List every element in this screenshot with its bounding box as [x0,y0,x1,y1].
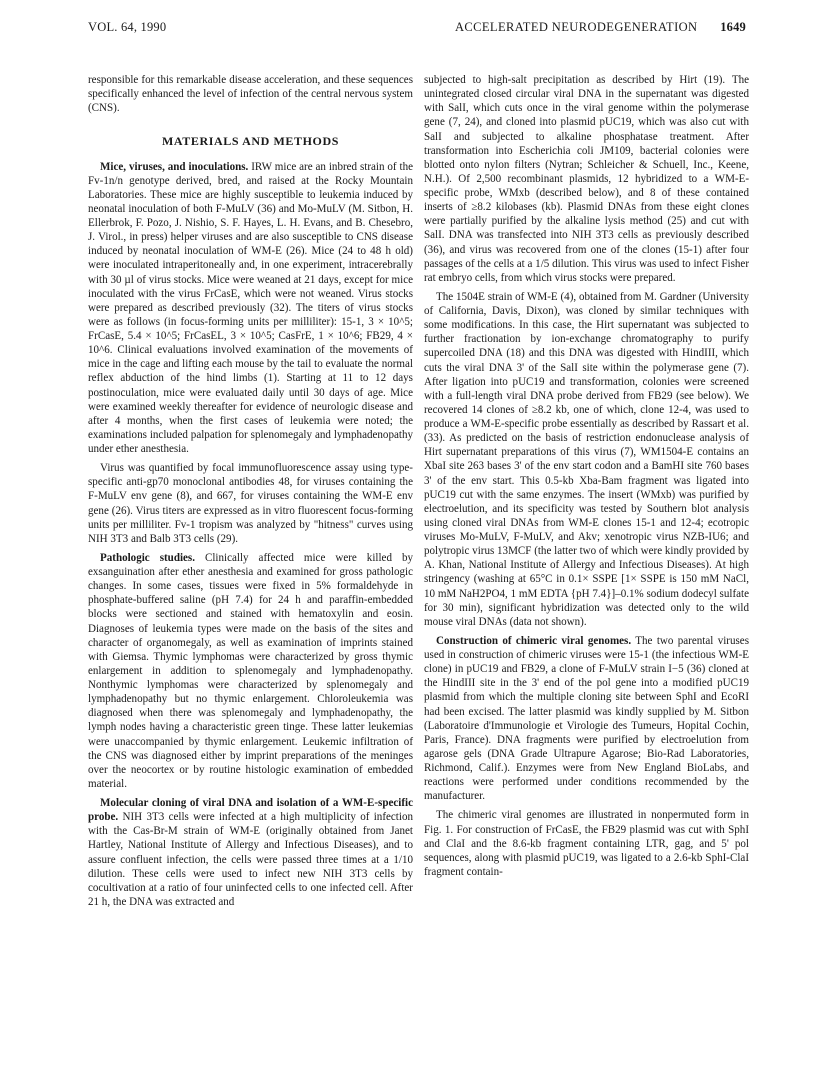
chimeric-illustrated-paragraph: The chimeric viral genomes are illustrated in nonpermuted form in Fig. 1. For construction of FrCasE, the FB29 plasmid was cut with SphI and ClaI and the 8.6-kb fragment containing LTR, gag, and 5' pol sequences, along with plasmid pUC19, was ligated to a 2.6-kb SphI-ClaI fragment contain- [424,809,749,878]
cloning-text: NIH 3T3 cells were infected at a high multiplicity of infection with the Cas-Br-M strain of WM-E (originally obtained from Janet Hartley, National Institute of Allergy and Infectious Diseases), and to assure confluent infection, the cells were passed three times at a 1/10 dilution. These cells were used to infect new NIH 3T3 cells by cocultivation at a ratio of four uninfected cells to one infected cell. After 21 h, the DNA was extracted and [88,811,413,908]
cloning-paragraph [88,796,413,909]
strain-1504-paragraph: The 1504E strain of WM-E (4), obtained from M. Gardner (University of California, Davis, Dixon), was cloned by similar techniques with some modifications. In this case, the Hirt supernatant was subjected to further fractionation by ion-exchange chromatography to purify supercoiled DNA (18) and this DNA was digested with HindIII, which cuts the viral DNA 3' of the SalI site within the polymerase gene (7). After ligation into pUC19 and transformation, colonies were screened with a full-length viral DNA probe derived from FB29 (see below). We recovered 14 clones of ≥8.2 kb, one of which, clone 12-4, was used to produce a WM-E-specific probe essentially as described by Rassart et al. (33). As predicted on the basis of restriction endonuclease analysis of Hirt supernatant preparations of this virus (7), WM1504-E contains an XbaI site 263 bases 3' of the env start codon and a BamHI site 760 bases 3' of the env start. This 0.5-kb Xba-Bam fragment was ligated into pUC19 cut with the same enzymes. The insert (WMxb) was purified by electroelution, and its specificity was tested by Southern blot analysis using cloned viral DNAs from WM-E clones 15-1 and 12-4; ecotropic viruses Mo-MuLV, F-MuLV, and Akv; xenotropic virus NZB-IU6; and polytropic virus 13MCF (the latter two of which were kindly provided by A. Khan, National Institute of Allergy and Infectious Diseases). At high stringency (washing at 65°C in 0.1× SSPE [1× SSPE is 150 mM NaCl, 10 mM NaH2PO4, 1 mM EDTA {pH 7.4}]–0.1% sodium dodecyl sulfate for 30 min), significant hybridization was detected only to the wild mouse viral DNAs (data not shown). [424,290,749,628]
page-number: 1649 [720,20,746,34]
left-column [88,73,413,909]
mice-paragraph [88,160,413,457]
mice-text: IRW mice are an inbred strain of the Fv-1n/n genotype derived, bred, and raised at the Rocky Mountain Laboratories. These mice are highly susceptible to leukemia induced by neonatal inoculation of both F-MuLV (36) and Mo-MuLV (M. Sitbon, H. Ellerbrok, F. Pozo, J. Nishio, S. F. Hayes, L. H. Evans, and B. Chesebro, J. Virol., in press) helper viruses and are also susceptible to CNS disease induced by neonatal inoculation of WM-E (26). Mice (24 to 48 h old) were inoculated intraperitoneally and, in one experiment, intracerebrally with 30 µl of virus stocks. Mice were weaned at 21 days, except for mice inoculated with the virus FrCasE, which were not weaned. Virus stocks were prepared as described previously (32). The titers of virus stocks were as follows (in focus-forming units per milliliter): 15-1, 3 × 10^5; FrCasE, 5.4 × 10^5; FrCasEL, 3 × 10^5; CasFrE, 1 × 10^6; FB29, 4 × 10^6. Clinical evaluations involved examination of the movements of mice in the cage and lifting each mouse by the tail to evaluate the normal reflex abduction of the hind limbs (1). Starting at 11 to 12 days postinoculation, mice were evaluated daily until 30 days of age. Mice were examined weekly thereafter for evidence of neurologic disease and after 4 months, when the first cases of leukemia were noted; the examinations included palpation for splenomegaly and lymphadenopathy under ether anesthesia. [88,160,413,455]
cloning-continuation: subjected to high-salt precipitation as described by Hirt (19). The unintegrated closed circular viral DNA in the supernatant was digested with SalI, which cuts once in the viral genome within the polymerase gene (7, 24), and cloned into plasmid pUC19, which was also cut with SalI and subjected to alkaline phosphatase treatment. After transformation into Escherichia coli JM109, bacterial colonies were blotted onto nylon filters (Nytran; Schleicher & Schuell, Inc., Keene, N.H.). Of 2,500 recombinant plasmids, 12 hybridized to a WM-E-specific probe, WMxb (described below), and 8 of these contained inserts of ≥8.2 kilobases (kb). Plasmid DNAs from these eight clones were partially purified by the alkaline lysis method (25) and cut with SalI. DNA was transfected into NIH 3T3 cells as previously described (36), and virus was recovered from one of the clones (15-1) after four passages of the cells at a 1/5 dilution. This virus was used to infect Fisher rat embryo cells, from which virus stocks were prepared. [424,74,749,284]
virus-quant-paragraph: Virus was quantified by focal immunofluorescence assay using type-specific anti-gp70 monoclonal antibodies 48, for viruses containing the F-MuLV env gene (8), and 667, for viruses containing the WM-E env gene (26). Virus titers are expressed as in vitro fluorescent focus-forming units per milliliter. Fv-1 tropism was analyzed by "hitness" curves using NIH 3T3 and Balb 3T3 cells (29). [88,462,413,545]
chimeric-heading: Construction of chimeric viral genomes. [436,634,632,647]
running-head [88,20,746,40]
section-heading: MATERIALS AND METHODS [161,134,340,149]
pathology-heading: Pathologic studies. [100,551,195,564]
pathology-paragraph [88,551,413,791]
running-title: ACCELERATED NEURODEGENERATION [455,20,698,34]
mice-heading: Mice, viruses, and inoculations. [100,160,249,173]
chimeric-paragraph [424,634,749,804]
volume-label: VOL. 64, 1990 [88,20,167,34]
right-column [424,73,749,879]
pathology-text: Clinically affected mice were killed by exsanguination after ether anesthesia and examined for gross pathologic changes. In some cases, tissues were fixed in 5% formaldehyde in phosphate-buffered saline (pH 7.4) for 24 h and paraffin-embedded blocks were sectioned and stained with hematoxylin and eosin. Diagnoses of leukemia types were made on the basis of the sites and character of organomegaly, as well as examination of imprints stained with Giemsa. Thymic lymphomas were characterized by gross thymic enlargement in addition to splenomegaly and lymphadenopathy. Nonthymic lymphomas were characterized by splenomegaly and lymphadenopathy but no thymic enlargement. Chloroleukemia was diagnosed when there was splenomegaly and lymphadenopathy, the lymph nodes having a characteristic green tinge. These latter leukemias were unaccompanied by thymic enlargement. Leukemic infiltration of the CNS was diagnosed either by imprint preparations of the meninges over the neocortex or by routine histologic examination of embedded material. [88,551,414,790]
intro-paragraph: responsible for this remarkable disease acceleration, and these sequences specifically enhanced the level of infection of the central nervous system (CNS). [88,74,413,115]
cloning-heading: Molecular cloning of viral DNA and isolation of a WM-E-specific probe. [88,797,413,824]
chimeric-text: The two parental viruses used in construction of chimeric viruses were 15-1 (the infectious WM-E clone) in pUC19 and FB29, a clone of F-MuLV strain I−5 (36) cloned at the HindIII site in the 3' end of the pol gene into a modified pUC19 plasmid from which the multiple cloning site between SphI and EcoRI had been excised. The latter plasmid was kindly supplied by M. Sitbon (Laboratoire d'Immunologie et Virologie des Tumeurs, Hopital Cochin, Paris, France). DNA fragments were purified by electroelution from agarose gels (DNA Grade Ultrapure Agarose; Bio-Rad Laboratories, Richmond, Calif.). Enzymes were from New England BioLabs, and reactions were performed under conditions recommended by the manufacturer. [424,634,749,803]
